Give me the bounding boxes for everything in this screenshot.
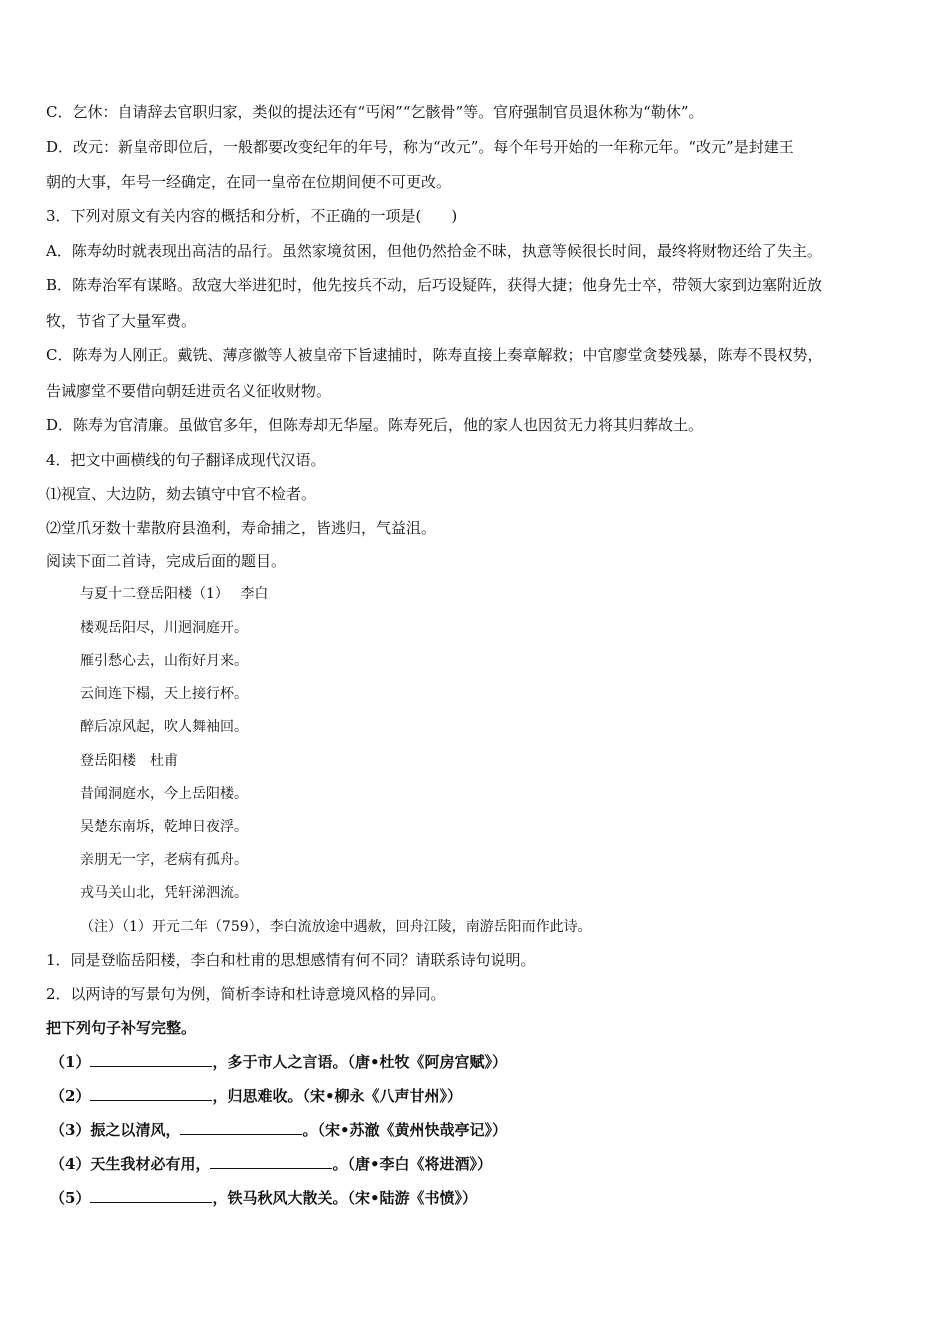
poem2-line: 吴楚东南坼，乾坤日夜浮。 <box>80 819 248 835</box>
poem-note: （注）（1）开元二年（759），李白流放途中遇赦，回舟江陵，南游岳阳而作此诗。 <box>80 919 592 935</box>
poem-question-2: 2．以两诗的写景句为例，简析李诗和杜诗意境风格的异同。 <box>46 985 446 1003</box>
fill-item-prefix: （5） <box>50 1189 91 1207</box>
poem1-line: 醉后凉风起，吹人舞袖回。 <box>80 719 248 735</box>
question-3: 3．下列对原文有关内容的概括和分析，不正确的一项是( ) <box>46 207 458 225</box>
answer-blank[interactable] <box>180 1120 302 1135</box>
question-3-option-a: A．陈寿幼时就表现出高洁的品行。虽然家境贫困，但他仍然拾金不昧，执意等候很长时间，最终将财物还给了失主。 <box>46 242 822 260</box>
question-3-option-b-line2: 牧，节省了大量军费。 <box>46 312 197 330</box>
fill-item-prefix: （3）振之以清风， <box>50 1121 181 1139</box>
fill-item-suffix: 。（唐•李白《将进酒》） <box>332 1155 493 1173</box>
poem2-line: 亲朋无一字，老病有孤舟。 <box>80 852 248 868</box>
poem2-line: 戎马关山北，凭轩涕泗流。 <box>80 885 248 901</box>
fill-item-prefix: （2） <box>50 1087 91 1105</box>
answer-blank[interactable] <box>90 1052 212 1067</box>
fill-item-4 <box>50 1153 910 1175</box>
option-c-qixiu: C．乞休：自请辞去官职归家，类似的提法还有“丐闲”“乞骸骨”等。官府强制官员退休称为“勒休”。 <box>46 103 704 121</box>
question-3-option-b-line1: B．陈寿治军有谋略。敌寇大举进犯时，他先按兵不动，后巧设疑阵，获得大捷；他身先士卒，带领大家到边塞附近放 <box>46 276 823 294</box>
option-d-gaiyuan-line1: D．改元：新皇帝即位后，一般都要改变纪年的年号，称为“改元”。每个年号开始的一年称元年。“改元”是封建王 <box>46 138 794 156</box>
option-d-gaiyuan-line2: 朝的大事，年号一经确定，在同一皇帝在位期间便不可更改。 <box>46 173 452 191</box>
fill-item-suffix: ，铁马秋风大散关。（宋•陆游《书愤》） <box>212 1189 478 1207</box>
fill-item-prefix: （1） <box>50 1053 91 1071</box>
fill-item-2 <box>50 1085 910 1107</box>
fill-item-1 <box>50 1051 910 1073</box>
question-3-option-d: D．陈寿为官清廉。虽做官多年，但陈寿却无华屋。陈寿死后，他的家人也因贫无力将其归葬故土。 <box>46 416 704 434</box>
poem1-line: 雁引愁心去，山衔好月来。 <box>80 653 248 669</box>
fill-item-suffix: ，归思难收。（宋•柳永《八声甘州》） <box>212 1087 463 1105</box>
poem-question-1: 1．同是登临岳阳楼，李白和杜甫的思想感情有何不同？请联系诗句说明。 <box>46 951 536 969</box>
poem1-line: 云间连下榻，天上接行杯。 <box>80 686 248 702</box>
answer-blank[interactable] <box>90 1086 212 1101</box>
fill-item-suffix: 。（宋•苏澈《黄州快哉亭记》） <box>302 1121 508 1139</box>
answer-blank[interactable] <box>90 1188 212 1203</box>
poem1-title: 与夏十二登岳阳楼（1） 李白 <box>80 586 269 602</box>
fill-item-5 <box>50 1187 910 1209</box>
poem2-line: 昔闻洞庭水，今上岳阳楼。 <box>80 786 248 802</box>
question-4-item-1: ⑴视宣、大边防，劾去镇守中官不检者。 <box>46 485 317 503</box>
answer-blank[interactable] <box>210 1154 332 1169</box>
question-4: 4．把文中画横线的句子翻译成现代汉语。 <box>46 451 326 469</box>
question-4-item-2: ⑵堂爪牙数十辈散府县渔利，寿命捕之，皆逃归，气益沮。 <box>46 519 437 537</box>
fill-heading: 把下列句子补写完整。 <box>46 1019 197 1037</box>
fill-item-prefix: （4）天生我材必有用， <box>50 1155 211 1173</box>
question-3-option-c-line1: C．陈寿为人刚正。戴铣、薄彦徽等人被皇帝下旨逮捕时，陈寿直接上奏章解救；中官廖堂贪婪残暴，陈寿不畏权势， <box>46 346 823 364</box>
fill-item-suffix: ，多于市人之言语。（唐•杜牧《阿房宫赋》） <box>212 1053 508 1071</box>
poem-intro: 阅读下面二首诗，完成后面的题目。 <box>46 552 287 570</box>
poem2-title: 登岳阳楼 杜甫 <box>80 753 178 769</box>
fill-item-3 <box>50 1119 910 1141</box>
question-3-option-c-line2: 告诫廖堂不要借向朝廷进贡名义征收财物。 <box>46 382 332 400</box>
poem1-line: 楼观岳阳尽，川迥洞庭开。 <box>80 620 248 636</box>
